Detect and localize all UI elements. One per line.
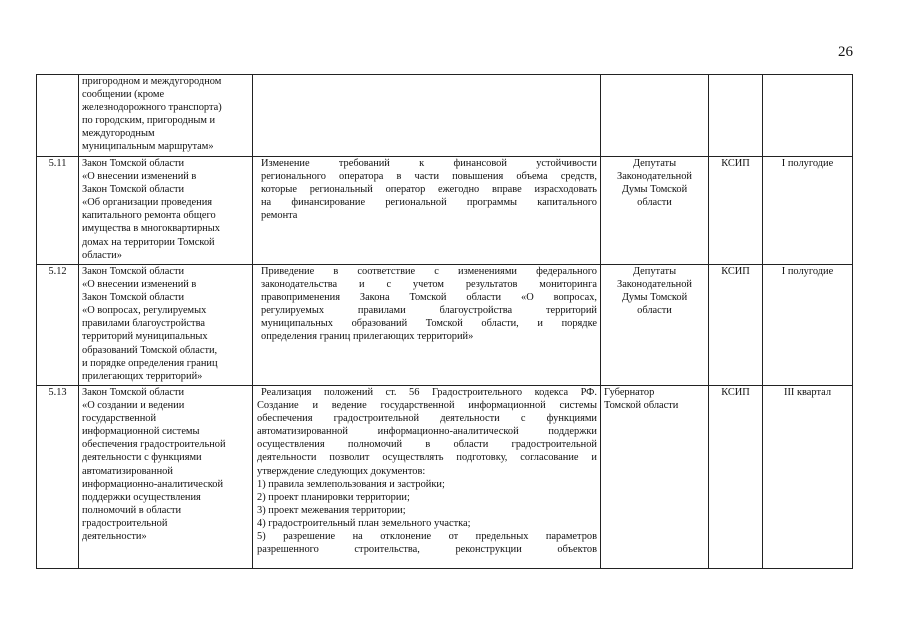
description-line: 2) проект планировки территории; bbox=[257, 491, 410, 503]
law-title-line: «О вопросах, регулируемых bbox=[82, 305, 207, 317]
law-title-line: сообщении (кроме bbox=[82, 89, 165, 101]
description-line: которые региональный оператор ежегодно вправе израсходовать bbox=[261, 184, 597, 196]
row-number-cell: 5.13 bbox=[37, 386, 79, 569]
law-title-line: имущества в многоквартирных bbox=[82, 223, 220, 235]
law-title-line: информационно-аналитической bbox=[82, 478, 224, 490]
law-title-line: градостроительной bbox=[82, 517, 168, 529]
law-title-line: «О создании и ведении bbox=[82, 400, 185, 412]
deadline-cell: I полугодие bbox=[763, 265, 853, 386]
deadline-cell: III квартал bbox=[763, 386, 853, 569]
table-row bbox=[37, 386, 853, 569]
law-title-line: капитального ремонта общего bbox=[82, 210, 216, 222]
law-title-line: полномочий в области bbox=[82, 504, 182, 516]
description-line: регулируемых правилами благоустройства территорий bbox=[261, 305, 597, 317]
law-title-line: междугородным bbox=[82, 128, 155, 140]
law-title-line: Закон Томской области bbox=[82, 292, 185, 304]
initiator-line: Депутаты bbox=[632, 266, 677, 277]
initiator-line: Законодательной bbox=[616, 279, 692, 291]
law-title-line: муниципальным маршрутам» bbox=[82, 141, 214, 153]
description-line: муниципальных образований Томской области, и порядке bbox=[261, 318, 597, 330]
table-row bbox=[37, 265, 853, 386]
law-title-line: информационной системы bbox=[82, 426, 200, 438]
law-title-line: поддержки осуществления bbox=[82, 491, 201, 503]
law-title-line: Закон Томской области bbox=[82, 158, 185, 169]
table-row bbox=[37, 75, 853, 157]
description-line: ремонта bbox=[261, 210, 298, 222]
initiator-line: Депутаты bbox=[632, 158, 677, 169]
law-title-line: Закон Томской области bbox=[82, 184, 185, 196]
description-line: правоприменения Закона Томской области «О вопросах, bbox=[261, 292, 597, 304]
description-line: определения границ прилегающих территорий» bbox=[261, 331, 474, 343]
law-title-line: домах на территории Томской bbox=[82, 236, 215, 248]
law-title-cell bbox=[79, 157, 253, 265]
law-title-cell bbox=[79, 386, 253, 569]
law-title-line: государственной bbox=[82, 413, 157, 425]
law-title-line: «О внесении изменений в bbox=[82, 279, 197, 291]
initiator-line: области bbox=[637, 197, 672, 209]
initiator-cell bbox=[601, 265, 709, 386]
initiator-cell bbox=[601, 75, 709, 157]
law-title-line: территорий муниципальных bbox=[82, 331, 208, 343]
initiator-line: Губернатор bbox=[604, 387, 655, 398]
law-title-line: пригородном и междугородном bbox=[82, 76, 222, 87]
law-title-line: автоматизированной bbox=[82, 465, 173, 477]
row-number-cell bbox=[37, 75, 79, 157]
committee-cell: КСИП bbox=[709, 265, 763, 386]
initiator-line: Думы Томской bbox=[621, 292, 688, 304]
law-title-line: обеспечения градостроительной bbox=[82, 439, 226, 451]
description-cell bbox=[253, 386, 601, 569]
description-cell bbox=[253, 265, 601, 386]
description-line: 5) разрешение на отклонение от предельных параметров bbox=[257, 531, 597, 543]
law-title-line: Закон Томской области bbox=[82, 266, 185, 277]
description-line: 1) правила землепользования и застройки; bbox=[257, 478, 445, 490]
law-title-line: образований Томской области, bbox=[82, 344, 218, 356]
law-title-line: по городским, пригородным и bbox=[82, 115, 216, 127]
law-title-line: Закон Томской области bbox=[82, 387, 185, 398]
law-title-line: правилами благоустройства bbox=[82, 318, 205, 330]
initiator-line: Законодательной bbox=[616, 171, 692, 183]
initiator-line: Думы Томской bbox=[621, 184, 688, 196]
description-line: деятельности позволит осуществлять подготовку, согласование и bbox=[257, 452, 597, 464]
law-title-line: деятельности с функциями bbox=[82, 452, 202, 464]
description-line: Создание и ведение государственной информационной системы bbox=[257, 400, 597, 412]
law-title-line: деятельности» bbox=[82, 531, 147, 543]
committee-cell: КСИП bbox=[709, 157, 763, 265]
description-line: 4) градостроительный план земельного участка; bbox=[257, 517, 471, 529]
law-title-cell bbox=[79, 75, 253, 157]
committee-cell: КСИП bbox=[709, 386, 763, 569]
initiator-line: области bbox=[637, 305, 672, 317]
law-title-line: железнодорожного транспорта) bbox=[82, 102, 222, 114]
committee-cell bbox=[709, 75, 763, 157]
description-line: Приведение в соответствие с изменениями федерального bbox=[261, 266, 597, 277]
law-title-line: области» bbox=[82, 249, 122, 261]
description-line: регионального оператора в части повышения объема средств, bbox=[261, 171, 597, 183]
description-line: 3) проект межевания территории; bbox=[257, 504, 406, 516]
table-row bbox=[37, 157, 853, 265]
initiator-line: Томской области bbox=[604, 400, 679, 412]
description-cell bbox=[253, 157, 601, 265]
law-title-line: прилегающих территорий» bbox=[82, 370, 203, 382]
legislation-plan-table bbox=[36, 74, 853, 569]
description-line: законодательства и с учетом результатов мониторинга bbox=[261, 279, 597, 291]
description-cell bbox=[253, 75, 601, 157]
description-line: разрешенного строительства, реконструкции объектов bbox=[257, 544, 597, 556]
initiator-cell bbox=[601, 157, 709, 265]
description-line: Изменение требований к финансовой устойчивости bbox=[261, 158, 597, 169]
description-line: осуществления полномочий в области градостроительной bbox=[257, 439, 597, 451]
description-line: Реализация положений ст. 56 Градостроительного кодекса РФ. bbox=[261, 387, 597, 398]
description-line: автоматизированной информационно-аналитической поддержки bbox=[257, 426, 597, 438]
law-title-line: «О внесении изменений в bbox=[82, 171, 197, 183]
law-title-cell bbox=[79, 265, 253, 386]
page-number: 26 bbox=[838, 44, 853, 60]
law-title-line: «Об организации проведения bbox=[82, 197, 213, 209]
description-line: утверждение следующих документов: bbox=[257, 465, 426, 477]
description-line: обеспечения градостроительной деятельности с функциями bbox=[257, 413, 597, 425]
deadline-cell bbox=[763, 75, 853, 157]
description-line: на финансирование региональной программы капитального bbox=[261, 197, 597, 209]
row-number-cell: 5.11 bbox=[37, 157, 79, 265]
deadline-cell: I полугодие bbox=[763, 157, 853, 265]
law-title-line: и порядке определения границ bbox=[82, 357, 218, 369]
row-number-cell: 5.12 bbox=[37, 265, 79, 386]
initiator-cell bbox=[601, 386, 709, 569]
